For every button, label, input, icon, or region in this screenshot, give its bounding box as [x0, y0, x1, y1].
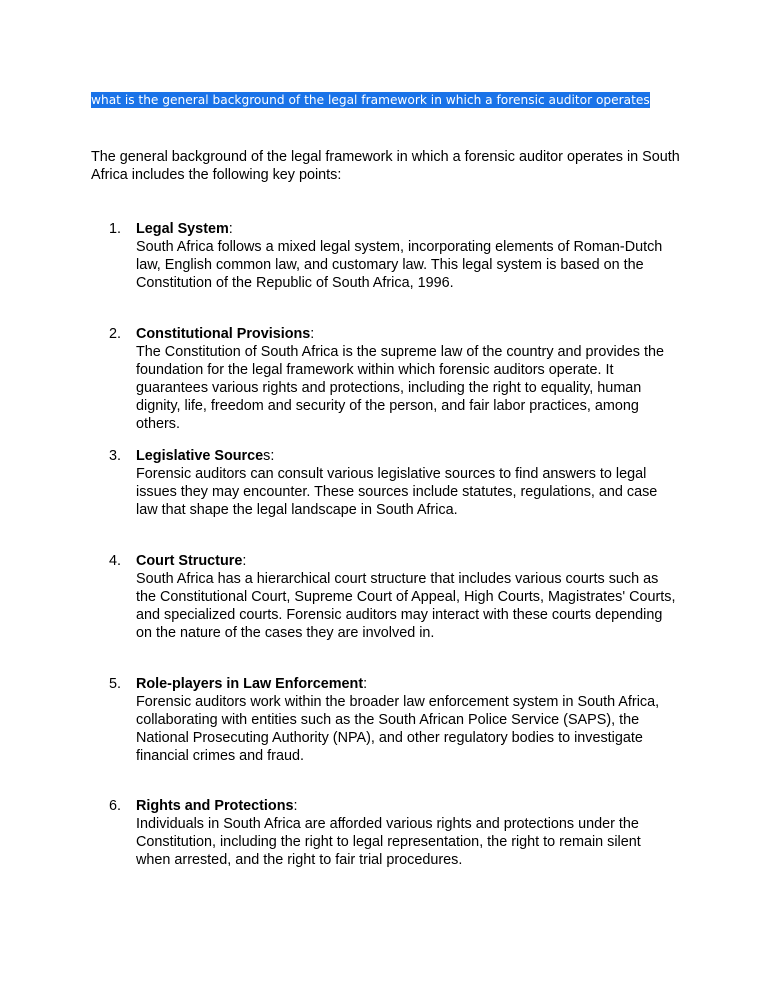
list-item-body: Forensic auditors work within the broader law enforcement system in South Africa, collaborating with entities such as the South African Police Service (SAPS), the National Prosecuting Authority (NPA), and other regulatory bodies to investigate financial crimes and fraud. [136, 694, 660, 764]
list-item-role-players [109, 675, 679, 765]
list-item-constitutional-provisions [109, 325, 679, 433]
list-item-title: Role-players in Law Enforcement [136, 676, 364, 692]
list-item-legislative-sources [109, 447, 679, 519]
list-item-rights-and-protections [109, 797, 679, 869]
list-item-body: South Africa follows a mixed legal system, incorporating elements of Roman-Dutch law, English common law, and customary law. This legal system is based on the Constitution of the Republic of South Africa, 1996. [136, 239, 663, 291]
list-item-title-suffix: : [310, 326, 315, 342]
intro-paragraph: The general background of the legal framework in which a forensic auditor operates in South Africa includes the following key points: [91, 149, 680, 183]
list-item-body: Forensic auditors can consult various legislative sources to find answers to legal issues they may encounter. These sources include statutes, regulations, and case law that shape the legal landscape in South Africa. [136, 466, 658, 518]
list-item-court-structure [109, 552, 679, 642]
list-item-title: Legal System [136, 221, 229, 237]
list-item-title-suffix: : [363, 676, 368, 692]
list-item-title-suffix: : [293, 798, 298, 814]
list-item-legal-system [109, 220, 679, 292]
list-number: 6. [109, 798, 122, 814]
list-number: 5. [109, 676, 122, 692]
list-number: 1. [109, 221, 122, 237]
list-number: 4. [109, 553, 122, 569]
list-number: 3. [109, 448, 122, 464]
list-item-title: Rights and Protections [136, 798, 294, 814]
highlighted-question[interactable] [91, 91, 650, 109]
question-text: what is the general background of the legal framework in which a forensic auditor operates [91, 93, 650, 107]
list-item-title-suffix: : [242, 553, 247, 569]
list-item-title-suffix: : [228, 221, 233, 237]
list-item-body: Individuals in South Africa are afforded various rights and protections under the Constitution, including the right to legal representation, the right to remain silent when arrested, and the right to fair trial procedures. [136, 816, 641, 868]
list-number: 2. [109, 326, 122, 342]
list-item-body: South Africa has a hierarchical court structure that includes various courts such as the Constitutional Court, Supreme Court of Appeal, High Courts, Magistrates' Courts, and specialized courts. Forensic auditors may interact with these courts depending on the nature of the cases they are involved in. [136, 571, 676, 641]
list-item-body: The Constitution of South Africa is the supreme law of the country and provides the foundation for the legal framework within which forensic auditors operate. It guarantees various rights and protections, including the right to equality, human dignity, life, freedom and security of the person, and fair labor practices, among others. [136, 344, 664, 432]
list-item-title: Constitutional Provisions [136, 326, 311, 342]
list-item-title: Court Structure [136, 553, 243, 569]
list-item-title: Legislative Source [136, 448, 264, 464]
list-item-title-suffix: s: [263, 448, 275, 464]
